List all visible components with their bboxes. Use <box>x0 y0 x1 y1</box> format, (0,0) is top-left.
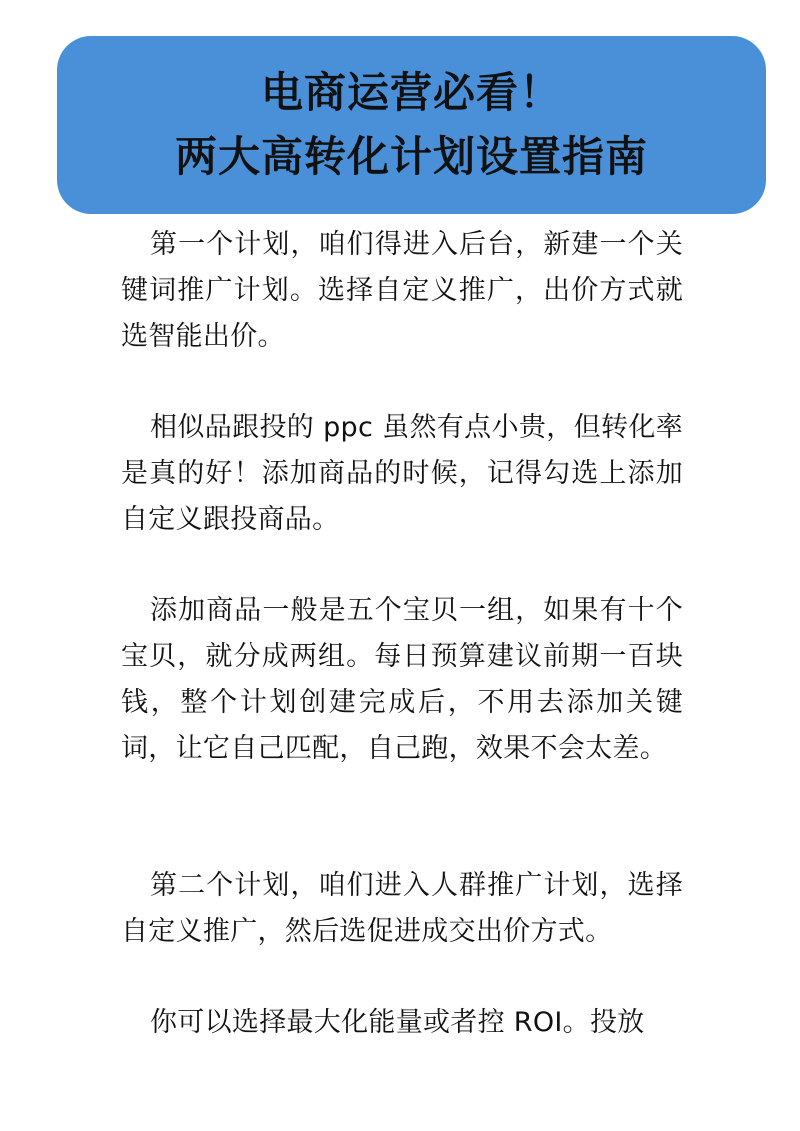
title-line-1: 电商运营必看！ <box>260 68 562 117</box>
paragraph-5: 你可以选择最大化能量或者控 ROI。投放 <box>150 1007 645 1038</box>
paragraph-spacer <box>121 543 683 588</box>
paragraph-4: 第二个计划，咱们进入人群推广计划，选择自定义推广，然后选促进成交出价方式。 <box>121 870 683 947</box>
section-spacer <box>121 772 683 863</box>
paragraph-1: 第一个计划，咱们得进入后台，新建一个关键词推广计划。选择自定义推广，出价方式就选智能出价。 <box>121 229 683 352</box>
paragraph-spacer <box>121 360 683 405</box>
title-banner <box>57 36 766 214</box>
title-line-2: 两大高转化计划设置指南 <box>174 132 648 181</box>
paragraph-3: 添加商品一般是五个宝贝一组，如果有十个宝贝，就分成两组。每日预算建议前期一百块钱，整个计划创建完成后，不用去添加关键词，让它自己匹配，自己跑，效果不会太差。 <box>121 595 683 764</box>
paragraph-spacer <box>121 955 683 1000</box>
article-body <box>121 222 683 1046</box>
paragraph-2: 相似品跟投的 ppc 虽然有点小贵，但转化率是真的好！添加商品的时候，记得勾选上添加自定义跟投商品。 <box>121 412 683 535</box>
